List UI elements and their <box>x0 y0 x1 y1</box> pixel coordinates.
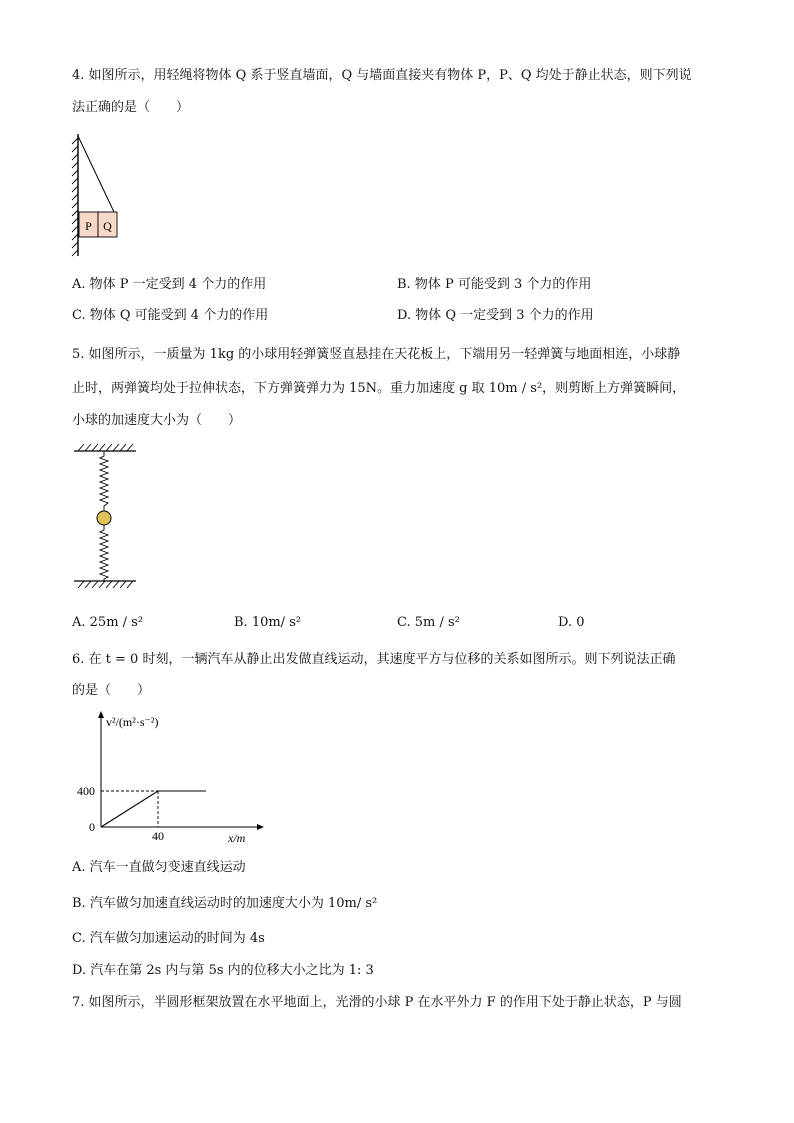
q6-stem-line1: 6. 在 t = 0 时刻，一辆汽车从静止出发做直线运动，其速度平方与位移的关系如图所示。则下列说法正确 <box>72 652 676 667</box>
q4-stem-line1: 4. 如图所示，用轻绳将物体 Q 系于竖直墙面，Q 与墙面直接夹有物体 P，P、Q 均处于静止状态，则下列说 <box>72 68 692 83</box>
ball <box>97 511 111 525</box>
y-tick-400: 400 <box>77 784 95 798</box>
q4-option-a: A. 物体 P 一定受到 4 个力的作用 <box>72 277 267 292</box>
upper-spring <box>100 451 108 511</box>
q6-graph <box>68 710 268 852</box>
x-tick-40: 40 <box>152 829 164 843</box>
q7-stem-line1: 7. 如图所示，半圆形框架放置在水平地面上，光滑的小球 P 在水平外力 F 的作用下处于静止状态，P 与圆 <box>72 995 682 1010</box>
rope <box>78 136 114 212</box>
q4-option-b: B. 物体 P 可能受到 3 个力的作用 <box>397 277 592 292</box>
x-axis-label: x/m <box>228 831 246 845</box>
graph-line <box>101 791 206 827</box>
q5-option-c: C. 5m / s² <box>397 615 460 630</box>
origin-label: 0 <box>89 820 95 834</box>
q6-option-d: D. 汽车在第 2s 内与第 5s 内的位移大小之比为 1: 3 <box>72 963 374 978</box>
q5-stem-line1: 5. 如图所示，一质量为 1kg 的小球用轻弹簧竖直悬挂在天花板上，下端用另一轻弹簧与地面相连，小球静 <box>72 347 681 362</box>
label-q: Q <box>103 219 112 233</box>
q4-option-c: C. 物体 Q 可能受到 4 个力的作用 <box>72 308 269 323</box>
q4-option-d: D. 物体 Q 一定受到 3 个力的作用 <box>397 308 594 323</box>
q6-option-a: A. 汽车一直做匀变速直线运动 <box>72 860 246 875</box>
label-p: P <box>85 219 92 233</box>
q5-figure <box>70 440 140 592</box>
y-axis-arrow <box>98 711 104 718</box>
q6-option-b: B. 汽车做匀加速直线运动时的加速度大小为 10m/ s² <box>72 896 378 911</box>
q5-option-a: A. 25m / s² <box>72 615 144 630</box>
q5-option-d: D. 0 <box>558 615 585 630</box>
lower-spring <box>100 525 108 581</box>
x-axis-arrow <box>257 824 264 830</box>
q6-option-c: C. 汽车做匀加速运动的时间为 4s <box>72 931 265 946</box>
q4-stem-line2: 法正确的是（ ） <box>72 100 190 115</box>
q4-figure <box>68 132 128 260</box>
q5-stem-line3: 小球的加速度大小为（ ） <box>72 413 242 428</box>
y-axis-label: v²/(m²·s⁻²) <box>106 715 159 729</box>
q5-stem-line2: 止时，两弹簧均处于拉伸状态，下方弹簧弹力为 15N。重力加速度 g 取 10m / s²，则剪断上方弹簧瞬间， <box>72 381 686 396</box>
q6-stem-line2: 的是（ ） <box>72 683 151 698</box>
q5-option-b: B. 10m/ s² <box>234 615 302 630</box>
